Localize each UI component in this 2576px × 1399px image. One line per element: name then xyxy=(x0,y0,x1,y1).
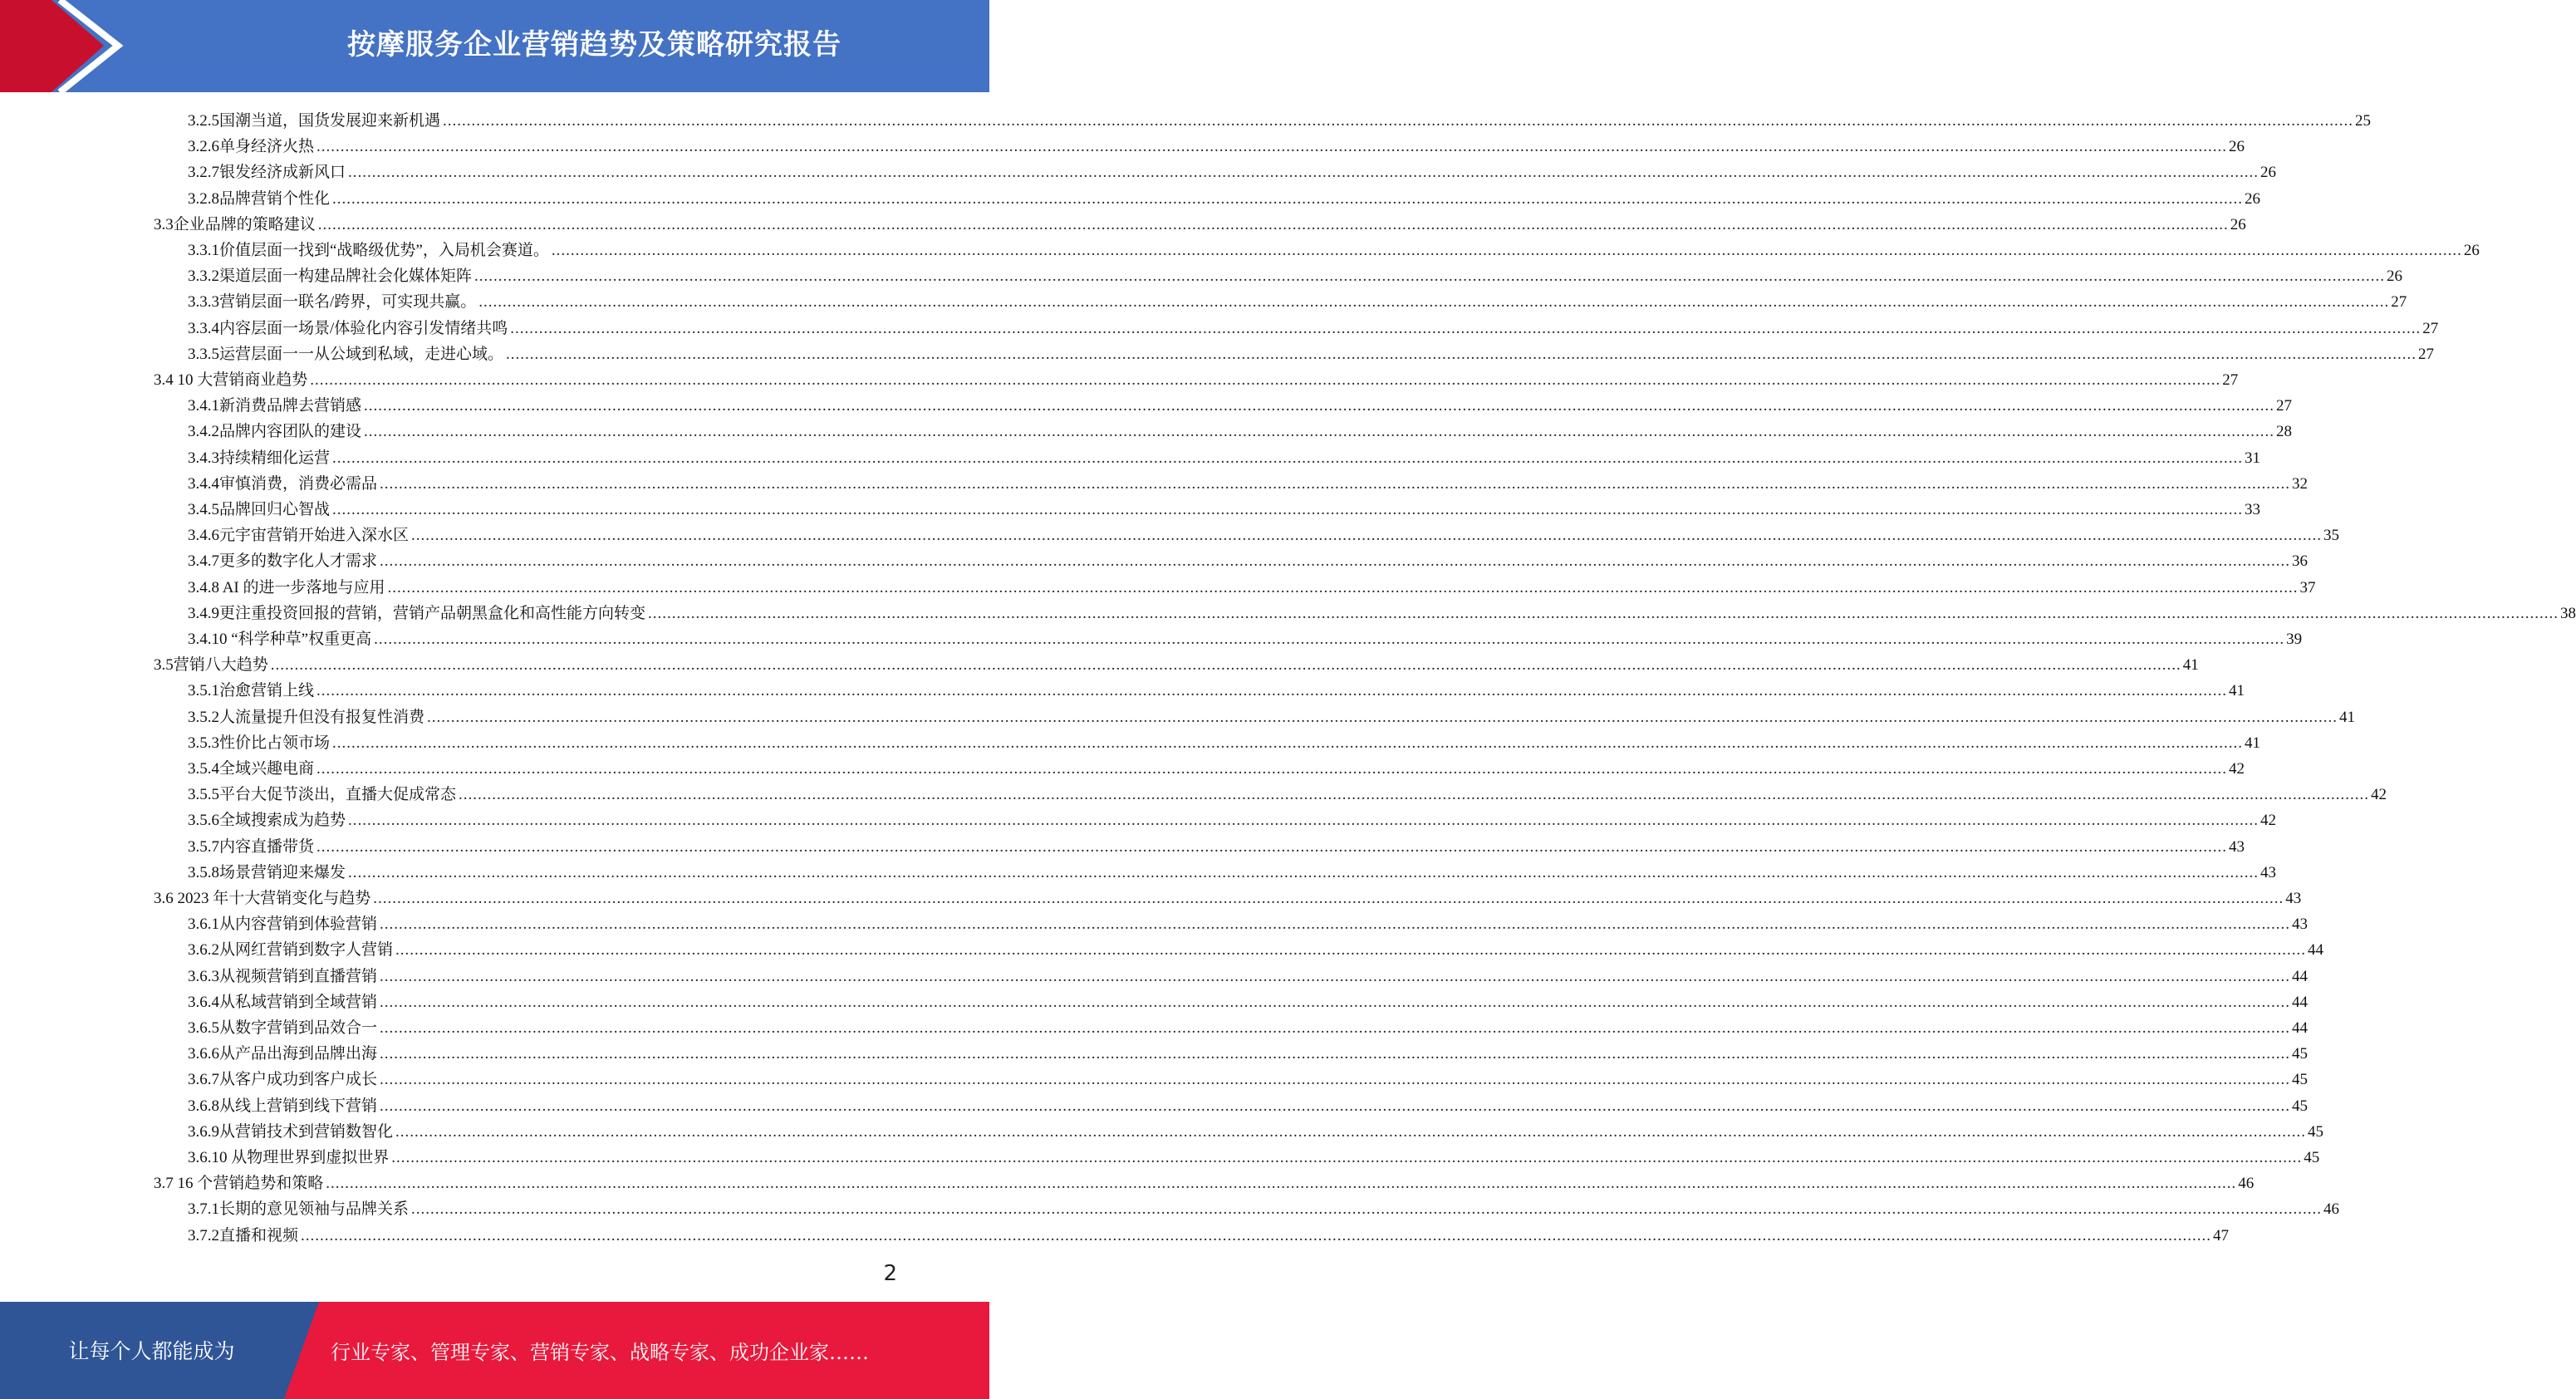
toc-entry-title: 品牌内容团队的建设 xyxy=(219,423,362,441)
toc-entry-page: 26 xyxy=(2230,215,2246,233)
page-footer xyxy=(0,1302,989,1399)
toc-dot-leader: ................................................................................................................................................................................................................................................................................................................................................................................................................ xyxy=(506,345,2417,363)
toc-entry[interactable] xyxy=(154,883,2302,909)
toc-entry-number: 3.3.5 xyxy=(188,345,219,363)
toc-entry-page: 26 xyxy=(2260,164,2277,182)
page-number: 2 xyxy=(883,1261,897,1286)
toc-dot-leader: ................................................................................................................................................................................................................................................................................................................................................................................................................ xyxy=(395,1122,2307,1141)
toc-entry[interactable] xyxy=(154,1168,2255,1194)
toc-entry-number: 3.3 xyxy=(154,215,174,233)
toc-entry-page: 35 xyxy=(2323,527,2340,545)
toc-entry[interactable] xyxy=(188,339,2435,365)
toc-entry[interactable] xyxy=(188,753,2245,779)
toc-entry-page: 44 xyxy=(2308,941,2324,960)
toc-entry-page: 46 xyxy=(2323,1200,2340,1219)
toc-entry-number: 3.3.4 xyxy=(188,319,219,337)
toc-entry[interactable] xyxy=(188,469,2309,494)
toc-entry-number: 3.5.1 xyxy=(188,682,219,700)
toc-entry[interactable] xyxy=(188,1142,2320,1168)
toc-dot-leader: ................................................................................................................................................................................................................................................................................................................................................................................................................ xyxy=(332,449,2244,467)
toc-entry-page: 43 xyxy=(2260,863,2277,881)
toc-dot-leader: ................................................................................................................................................................................................................................................................................................................................................................................................................ xyxy=(380,915,2291,934)
toc-entry[interactable] xyxy=(188,390,2293,416)
toc-entry[interactable] xyxy=(154,650,2199,675)
toc-entry[interactable] xyxy=(188,313,2439,339)
toc-entry-title: 3.4.8 AI 的进一步落地与应用 xyxy=(188,578,385,596)
toc-entry-title: 单身经济火热 xyxy=(219,138,315,156)
toc-entry-title: 从物理世界到虚拟世界 xyxy=(227,1149,390,1166)
toc-entry-page: 43 xyxy=(2229,837,2245,856)
toc-entry[interactable] xyxy=(188,779,2387,805)
toc-entry-page: 26 xyxy=(2387,268,2403,286)
toc-dot-leader: ................................................................................................................................................................................................................................................................................................................................................................................................................ xyxy=(317,215,2229,233)
toc-entry-page: 39 xyxy=(2286,631,2303,648)
toc-entry-page: 28 xyxy=(2276,423,2293,441)
toc-entry-title: 营销层面一联名/跨界，可实现共赢。 xyxy=(219,293,477,312)
toc-entry[interactable] xyxy=(188,184,2261,209)
toc-entry-page: 41 xyxy=(2339,708,2356,726)
toc-entry-page: 43 xyxy=(2292,915,2309,934)
toc-entry-number: 3.5.3 xyxy=(188,734,219,752)
toc-entry-number: 3.2.8 xyxy=(188,189,219,208)
toc-dot-leader: ................................................................................................................................................................................................................................................................................................................................................................................................................ xyxy=(474,268,2386,286)
toc-entry-title: 新消费品牌去营销感 xyxy=(219,397,362,415)
document-title: 按摩服务企业营销趋势及策略研究报告 xyxy=(347,28,841,61)
toc-entry-title: 更注重投资回报的营销，营销产品朝黑盒化和高性能方向转变 xyxy=(219,604,646,622)
toc-entry-number: 3.4.5 xyxy=(188,501,219,518)
toc-entry[interactable] xyxy=(188,1013,2309,1038)
toc-entry[interactable] xyxy=(188,520,2340,546)
toc-entry-page: 41 xyxy=(2245,734,2261,752)
toc-entry-title: 人流量提升但没有报复性消费 xyxy=(219,708,425,726)
toc-entry-page: 41 xyxy=(2229,682,2245,700)
toc-entry-title: 3.4.10 “科学种草”权重更高 xyxy=(188,631,372,648)
toc-entry[interactable] xyxy=(154,365,2239,390)
toc-entry[interactable] xyxy=(188,909,2309,935)
toc-entry-number: 3.4.2 xyxy=(188,423,219,441)
toc-entry-title: 持续精细化运营 xyxy=(219,449,331,467)
toc-dot-leader: ................................................................................................................................................................................................................................................................................................................................................................................................................ xyxy=(332,734,2244,752)
toc-dot-leader: ................................................................................................................................................................................................................................................................................................................................................................................................................ xyxy=(395,941,2307,960)
toc-dot-leader: ................................................................................................................................................................................................................................................................................................................................................................................................................ xyxy=(387,578,2299,596)
toc-entry-title: 3.7 16 个营销趋势和策略 xyxy=(154,1175,324,1193)
toc-dot-leader: ................................................................................................................................................................................................................................................................................................................................................................................................................ xyxy=(348,863,2260,881)
toc-entry-page: 27 xyxy=(2276,397,2293,415)
toc-dot-leader: ................................................................................................................................................................................................................................................................................................................................................................................................................ xyxy=(326,1175,2237,1193)
toc-entry[interactable] xyxy=(188,416,2293,442)
toc-entry-page: 42 xyxy=(2260,812,2277,830)
toc-entry-title: 从内容营销到体验营销 xyxy=(219,915,378,934)
toc-entry-number: 3.4.4 xyxy=(188,474,219,493)
toc-entry-page: 44 xyxy=(2292,1019,2309,1037)
toc-entry-page: 47 xyxy=(2213,1226,2230,1244)
toc-dot-leader: ................................................................................................................................................................................................................................................................................................................................................................................................................ xyxy=(373,890,2284,907)
toc-entry-page: 31 xyxy=(2245,449,2261,467)
toc-dot-leader: ................................................................................................................................................................................................................................................................................................................................................................................................................ xyxy=(459,786,2370,804)
toc-dot-leader: ................................................................................................................................................................................................................................................................................................................................................................................................................ xyxy=(411,1200,2323,1219)
toc-entry[interactable] xyxy=(188,131,2245,157)
toc-entry-number: 3.6.9 xyxy=(188,1122,219,1141)
toc-entry-title: 从线上营销到线下营销 xyxy=(219,1097,378,1115)
toc-dot-leader: ................................................................................................................................................................................................................................................................................................................................................................................................................ xyxy=(348,164,2260,182)
toc-entry[interactable] xyxy=(188,1194,2340,1220)
toc-dot-leader: ................................................................................................................................................................................................................................................................................................................................................................................................................ xyxy=(427,708,2338,726)
toc-entry-number: 3.6.8 xyxy=(188,1097,219,1115)
toc-entry-number: 3.6.7 xyxy=(188,1071,219,1089)
toc-entry-title: 国潮当道，国货发展迎来新机遇 xyxy=(219,112,441,130)
toc-entry[interactable] xyxy=(188,987,2309,1013)
toc-entry-page: 45 xyxy=(2292,1045,2309,1063)
toc-entry-number: 3.5.7 xyxy=(188,837,219,856)
toc-entry-page: 45 xyxy=(2308,1122,2324,1141)
toc-dot-leader: ................................................................................................................................................................................................................................................................................................................................................................................................................ xyxy=(380,1045,2291,1063)
toc-entry-number: 3.5.8 xyxy=(188,863,219,881)
toc-entry-title: 从客户成功到客户成长 xyxy=(219,1071,378,1089)
toc-entry-number: 3.6.6 xyxy=(188,1045,219,1063)
toc-entry[interactable] xyxy=(188,235,2480,261)
toc-dot-leader: ................................................................................................................................................................................................................................................................................................................................................................................................................ xyxy=(310,371,2221,389)
toc-entry-title: 品牌回归心智战 xyxy=(219,501,331,518)
toc-entry-title: 银发经济成新风口 xyxy=(219,164,346,182)
toc-entry-number: 3.6.10 xyxy=(188,1149,228,1166)
toc-entry[interactable] xyxy=(188,1091,2309,1117)
toc-entry[interactable] xyxy=(188,261,2403,287)
toc-entry-title: 从数字营销到品效合一 xyxy=(219,1019,378,1037)
toc-dot-leader: ................................................................................................................................................................................................................................................................................................................................................................................................................ xyxy=(443,112,2354,130)
toc-entry-title: 从视频营销到直播营销 xyxy=(219,967,378,985)
toc-entry-number: 3.3.3 xyxy=(188,293,219,312)
toc-entry-title: 更多的数字化人才需求 xyxy=(219,552,378,571)
toc-entry-number: 3.6.2 xyxy=(188,941,219,960)
toc-entry-number: 3.7.1 xyxy=(188,1200,219,1219)
toc-dot-leader: ................................................................................................................................................................................................................................................................................................................................................................................................................ xyxy=(478,293,2390,312)
toc-entry-page: 33 xyxy=(2245,501,2261,518)
toc-entry-title: 运营层面一一从公域到私域，走进心域。 xyxy=(219,345,504,363)
toc-entry-number: 3.5.4 xyxy=(188,760,219,778)
toc-entry-page: 45 xyxy=(2304,1149,2320,1166)
footer-slogan-right: 行业专家、管理专家、营销专家、战略专家、成功企业家…… xyxy=(331,1341,869,1364)
toc-entry-page: 27 xyxy=(2422,319,2439,337)
toc-entry-number: 3.6.4 xyxy=(188,993,219,1011)
toc-dot-leader: ................................................................................................................................................................................................................................................................................................................................................................................................................ xyxy=(332,189,2244,208)
toc-dot-leader: ................................................................................................................................................................................................................................................................................................................................................................................................................ xyxy=(380,1071,2291,1089)
toc-entry[interactable] xyxy=(188,702,2356,728)
toc-entry[interactable] xyxy=(188,287,2407,312)
toc-entry-page: 38 xyxy=(2560,604,2576,622)
toc-entry[interactable] xyxy=(188,961,2309,987)
toc-dot-leader: ................................................................................................................................................................................................................................................................................................................................................................................................................ xyxy=(316,682,2228,700)
toc-entry[interactable] xyxy=(188,494,2261,520)
toc-entry-page: 27 xyxy=(2391,293,2407,312)
toc-entry-number: 3.2.6 xyxy=(188,138,219,156)
toc-entry-page: 45 xyxy=(2292,1097,2309,1115)
toc-entry[interactable] xyxy=(188,832,2245,857)
toc-entry-title: 场景营销迎来爆发 xyxy=(219,863,346,881)
toc-entry[interactable] xyxy=(188,1117,2324,1142)
toc-entry[interactable] xyxy=(188,857,2277,883)
toc-entry-title: 从产品出海到品牌出海 xyxy=(219,1045,378,1063)
toc-dot-leader: ................................................................................................................................................................................................................................................................................................................................................................................................................ xyxy=(380,993,2291,1011)
toc-entry-title: 渠道层面一构建品牌社会化媒体矩阵 xyxy=(219,268,473,286)
toc-entry-page: 37 xyxy=(2299,578,2316,596)
toc-dot-leader: ................................................................................................................................................................................................................................................................................................................................................................................................................ xyxy=(316,138,2228,156)
toc-entry[interactable] xyxy=(188,106,2372,131)
toc-entry-number: 3.2.5 xyxy=(188,112,219,130)
toc-entry-page: 41 xyxy=(2182,656,2199,675)
toc-dot-leader: ................................................................................................................................................................................................................................................................................................................................................................................................................ xyxy=(380,967,2291,985)
toc-entry[interactable] xyxy=(188,675,2245,701)
toc-entry-number: 3.4.7 xyxy=(188,552,219,571)
toc-entry-number: 3.4.6 xyxy=(188,527,219,545)
toc-dot-leader: ................................................................................................................................................................................................................................................................................................................................................................................................................ xyxy=(332,501,2244,518)
toc-entry-title: 元宇宙营销开始进入深水区 xyxy=(219,527,410,545)
toc-entry-title: 全域搜索成为趋势 xyxy=(219,812,346,830)
toc-entry-page: 43 xyxy=(2285,890,2302,907)
toc-dot-leader: ................................................................................................................................................................................................................................................................................................................................................................................................................ xyxy=(510,319,2421,337)
toc-entry[interactable] xyxy=(154,209,2246,235)
toc-dot-leader: ................................................................................................................................................................................................................................................................................................................................................................................................................ xyxy=(648,604,2559,622)
toc-entry-number: 3.2.7 xyxy=(188,164,219,182)
toc-dot-leader: ................................................................................................................................................................................................................................................................................................................................................................................................................ xyxy=(380,1097,2291,1115)
toc-entry[interactable] xyxy=(188,624,2303,650)
toc-entry-page: 46 xyxy=(2238,1175,2255,1193)
footer-slogan-left: 让每个人都能成为 xyxy=(68,1339,235,1363)
toc-entry-page: 32 xyxy=(2292,474,2309,493)
toc-entry-title: 长期的意见领袖与品牌关系 xyxy=(219,1200,410,1219)
toc-entry[interactable] xyxy=(188,572,2316,598)
toc-entry-number: 3.6.1 xyxy=(188,915,219,934)
toc-entry-title: 品牌营销个性化 xyxy=(219,189,331,208)
toc-entry-number: 3.6.3 xyxy=(188,967,219,985)
toc-entry-title: 内容层面一场景/体验化内容引发情绪共鸣 xyxy=(219,319,508,337)
toc-dot-leader: ................................................................................................................................................................................................................................................................................................................................................................................................................ xyxy=(380,1019,2291,1037)
toc-entry-title: 从营销技术到营销数智化 xyxy=(219,1122,394,1141)
toc-entry-number: 3.5.2 xyxy=(188,708,219,726)
toc-entry-title: 全域兴趣电商 xyxy=(219,760,315,778)
toc-entry-title: 3.4 10 大营销商业趋势 xyxy=(154,371,308,389)
toc-entry-title: 价值层面一找到“战略级优势”，入局机会赛道。 xyxy=(219,242,549,259)
toc-entry[interactable] xyxy=(188,598,2576,624)
toc-entry-number: 3.5.6 xyxy=(188,812,219,830)
toc-entry[interactable] xyxy=(188,546,2309,572)
toc-entry-title: 营销八大趋势 xyxy=(173,656,268,675)
toc-entry-number: 3.3.2 xyxy=(188,268,219,286)
toc-entry-page: 26 xyxy=(2245,189,2261,208)
toc-entry[interactable] xyxy=(188,443,2261,469)
toc-entry-title: 企业品牌的策略建议 xyxy=(173,215,316,233)
toc-entry-title: 3.6 2023 年十大营销变化与趋势 xyxy=(154,890,371,907)
toc-dot-leader: ................................................................................................................................................................................................................................................................................................................................................................................................................ xyxy=(374,631,2285,648)
toc-entry-title: 平台大促节淡出，直播大促成常态 xyxy=(219,786,457,804)
toc-entry-number: 3.5 xyxy=(154,656,174,675)
toc-entry[interactable] xyxy=(188,935,2324,960)
toc-dot-leader: ................................................................................................................................................................................................................................................................................................................................................................................................................ xyxy=(551,242,2462,259)
toc-entry-number: 3.4.3 xyxy=(188,449,219,467)
toc-dot-leader: ................................................................................................................................................................................................................................................................................................................................................................................................................ xyxy=(316,760,2228,778)
toc-entry-number: 3.5.5 xyxy=(188,786,219,804)
toc-entry[interactable] xyxy=(188,728,2261,753)
toc-dot-leader: ................................................................................................................................................................................................................................................................................................................................................................................................................ xyxy=(364,423,2275,441)
toc-dot-leader: ................................................................................................................................................................................................................................................................................................................................................................................................................ xyxy=(411,527,2323,545)
toc-entry-number: 3.7.2 xyxy=(188,1226,219,1244)
toc-entry[interactable] xyxy=(188,1038,2309,1064)
toc-entry-page: 45 xyxy=(2292,1071,2309,1089)
toc-entry[interactable] xyxy=(188,1220,2230,1246)
toc-entry-title: 内容直播带货 xyxy=(219,837,315,856)
toc-dot-leader: ................................................................................................................................................................................................................................................................................................................................................................................................................ xyxy=(270,656,2181,675)
toc-entry-title: 审慎消费，消费必需品 xyxy=(219,474,378,493)
page-header xyxy=(0,0,989,92)
toc-entry-title: 从私域营销到全域营销 xyxy=(219,993,378,1011)
toc-dot-leader: ................................................................................................................................................................................................................................................................................................................................................................................................................ xyxy=(380,552,2291,571)
toc-entry[interactable] xyxy=(188,157,2277,183)
toc-entry[interactable] xyxy=(188,1064,2309,1090)
toc-dot-leader: ................................................................................................................................................................................................................................................................................................................................................................................................................ xyxy=(301,1226,2212,1244)
toc-dot-leader: ................................................................................................................................................................................................................................................................................................................................................................................................................ xyxy=(348,812,2260,830)
toc-entry-page: 44 xyxy=(2292,967,2309,985)
toc-entry[interactable] xyxy=(188,805,2277,831)
toc-entry-title: 直播和视频 xyxy=(219,1226,299,1244)
toc-entry-title: 性价比占领市场 xyxy=(219,734,331,752)
toc-entry-page: 25 xyxy=(2355,112,2372,130)
toc-dot-leader: ................................................................................................................................................................................................................................................................................................................................................................................................................ xyxy=(316,837,2228,856)
toc-dot-leader: ................................................................................................................................................................................................................................................................................................................................................................................................................ xyxy=(364,397,2275,415)
toc-entry-number: 3.4.1 xyxy=(188,397,219,415)
toc-entry-title: 治愈营销上线 xyxy=(219,682,315,700)
toc-entry-title: 从网红营销到数字人营销 xyxy=(219,941,394,960)
toc-entry-page: 26 xyxy=(2463,242,2480,259)
toc-dot-leader: ................................................................................................................................................................................................................................................................................................................................................................................................................ xyxy=(391,1149,2303,1166)
toc-entry-number: 3.3.1 xyxy=(188,242,219,259)
toc-entry-page: 42 xyxy=(2229,760,2245,778)
toc-entry-page: 27 xyxy=(2222,371,2239,389)
toc-dot-leader: ................................................................................................................................................................................................................................................................................................................................................................................................................ xyxy=(380,474,2291,493)
toc-entry-page: 26 xyxy=(2229,138,2245,156)
toc-entry-number: 3.4.9 xyxy=(188,604,219,622)
toc-entry-page: 36 xyxy=(2292,552,2309,571)
toc-entry-page: 27 xyxy=(2418,345,2435,363)
toc-entry-page: 42 xyxy=(2371,786,2387,804)
toc-entry-page: 44 xyxy=(2292,993,2309,1011)
toc-entry-number: 3.6.5 xyxy=(188,1019,219,1037)
